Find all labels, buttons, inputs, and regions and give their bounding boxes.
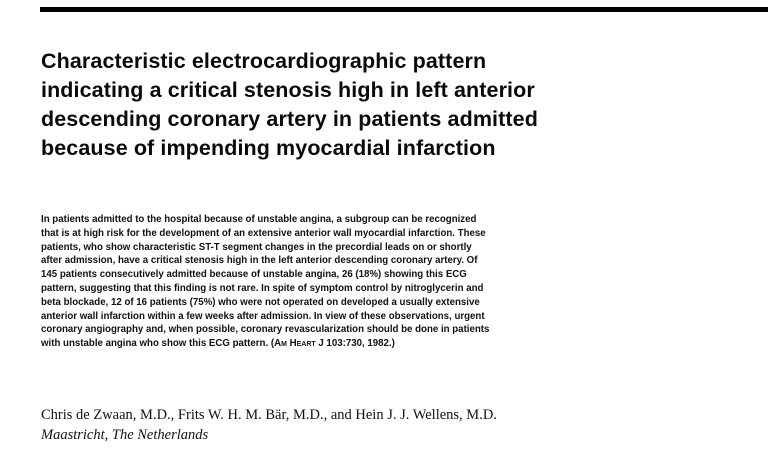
title-line: because of impending myocardial infarction bbox=[41, 136, 496, 160]
citation-rest: 103:730, 1982.) bbox=[323, 338, 395, 350]
abstract-line: with unstable angina who show this ECG pattern. bbox=[41, 338, 269, 350]
abstract-line: beta blockade, 12 of 16 patients (75%) who were not operated on developed a usually extensive bbox=[41, 296, 480, 308]
citation-journal: Am Heart J bbox=[274, 338, 324, 350]
top-rule bbox=[40, 7, 768, 12]
abstract-line: anterior wall infarction within a few weeks after admission. In view of these observations, urgent bbox=[41, 310, 485, 322]
abstract-line: coronary angiography and, when possible, coronary revascularization should be done in patients bbox=[41, 324, 490, 336]
abstract-line: pattern, suggesting that this finding is not rare. In spite of symptom control by nitroglycerin and bbox=[41, 282, 484, 294]
article-title bbox=[41, 47, 681, 163]
title-line: descending coronary artery in patients admitted bbox=[41, 107, 538, 131]
authors: Chris de Zwaan, M.D., Frits W. H. M. Bär, M.D., and Hein J. J. Wellens, M.D. bbox=[41, 407, 497, 423]
abstract-line: that is at high risk for the development of an extensive anterior wall myocardial infarction. These bbox=[41, 227, 486, 239]
citation bbox=[271, 338, 395, 349]
abstract-line: after admission, have a critical stenosis high in the left anterior descending coronary artery. Of bbox=[41, 255, 478, 267]
citation-open: ( bbox=[270, 338, 275, 350]
abstract-line: 145 patients consecutively admitted because of unstable angina, 26 (18%) showing this ECG bbox=[41, 269, 467, 281]
title-line: indicating a critical stenosis high in left anterior bbox=[41, 78, 535, 102]
affiliation: Maastricht, The Netherlands bbox=[41, 427, 209, 443]
abstract-last-line bbox=[41, 337, 681, 351]
title-line: Characteristic electrocardiographic pattern bbox=[41, 49, 487, 73]
abstract-line: In patients admitted to the hospital because of unstable angina, a subgroup can be recognized bbox=[41, 214, 477, 225]
abstract-line: patients, who show characteristic ST-T segment changes in the precordial leads on or shortly bbox=[41, 241, 472, 253]
abstract bbox=[41, 213, 681, 351]
